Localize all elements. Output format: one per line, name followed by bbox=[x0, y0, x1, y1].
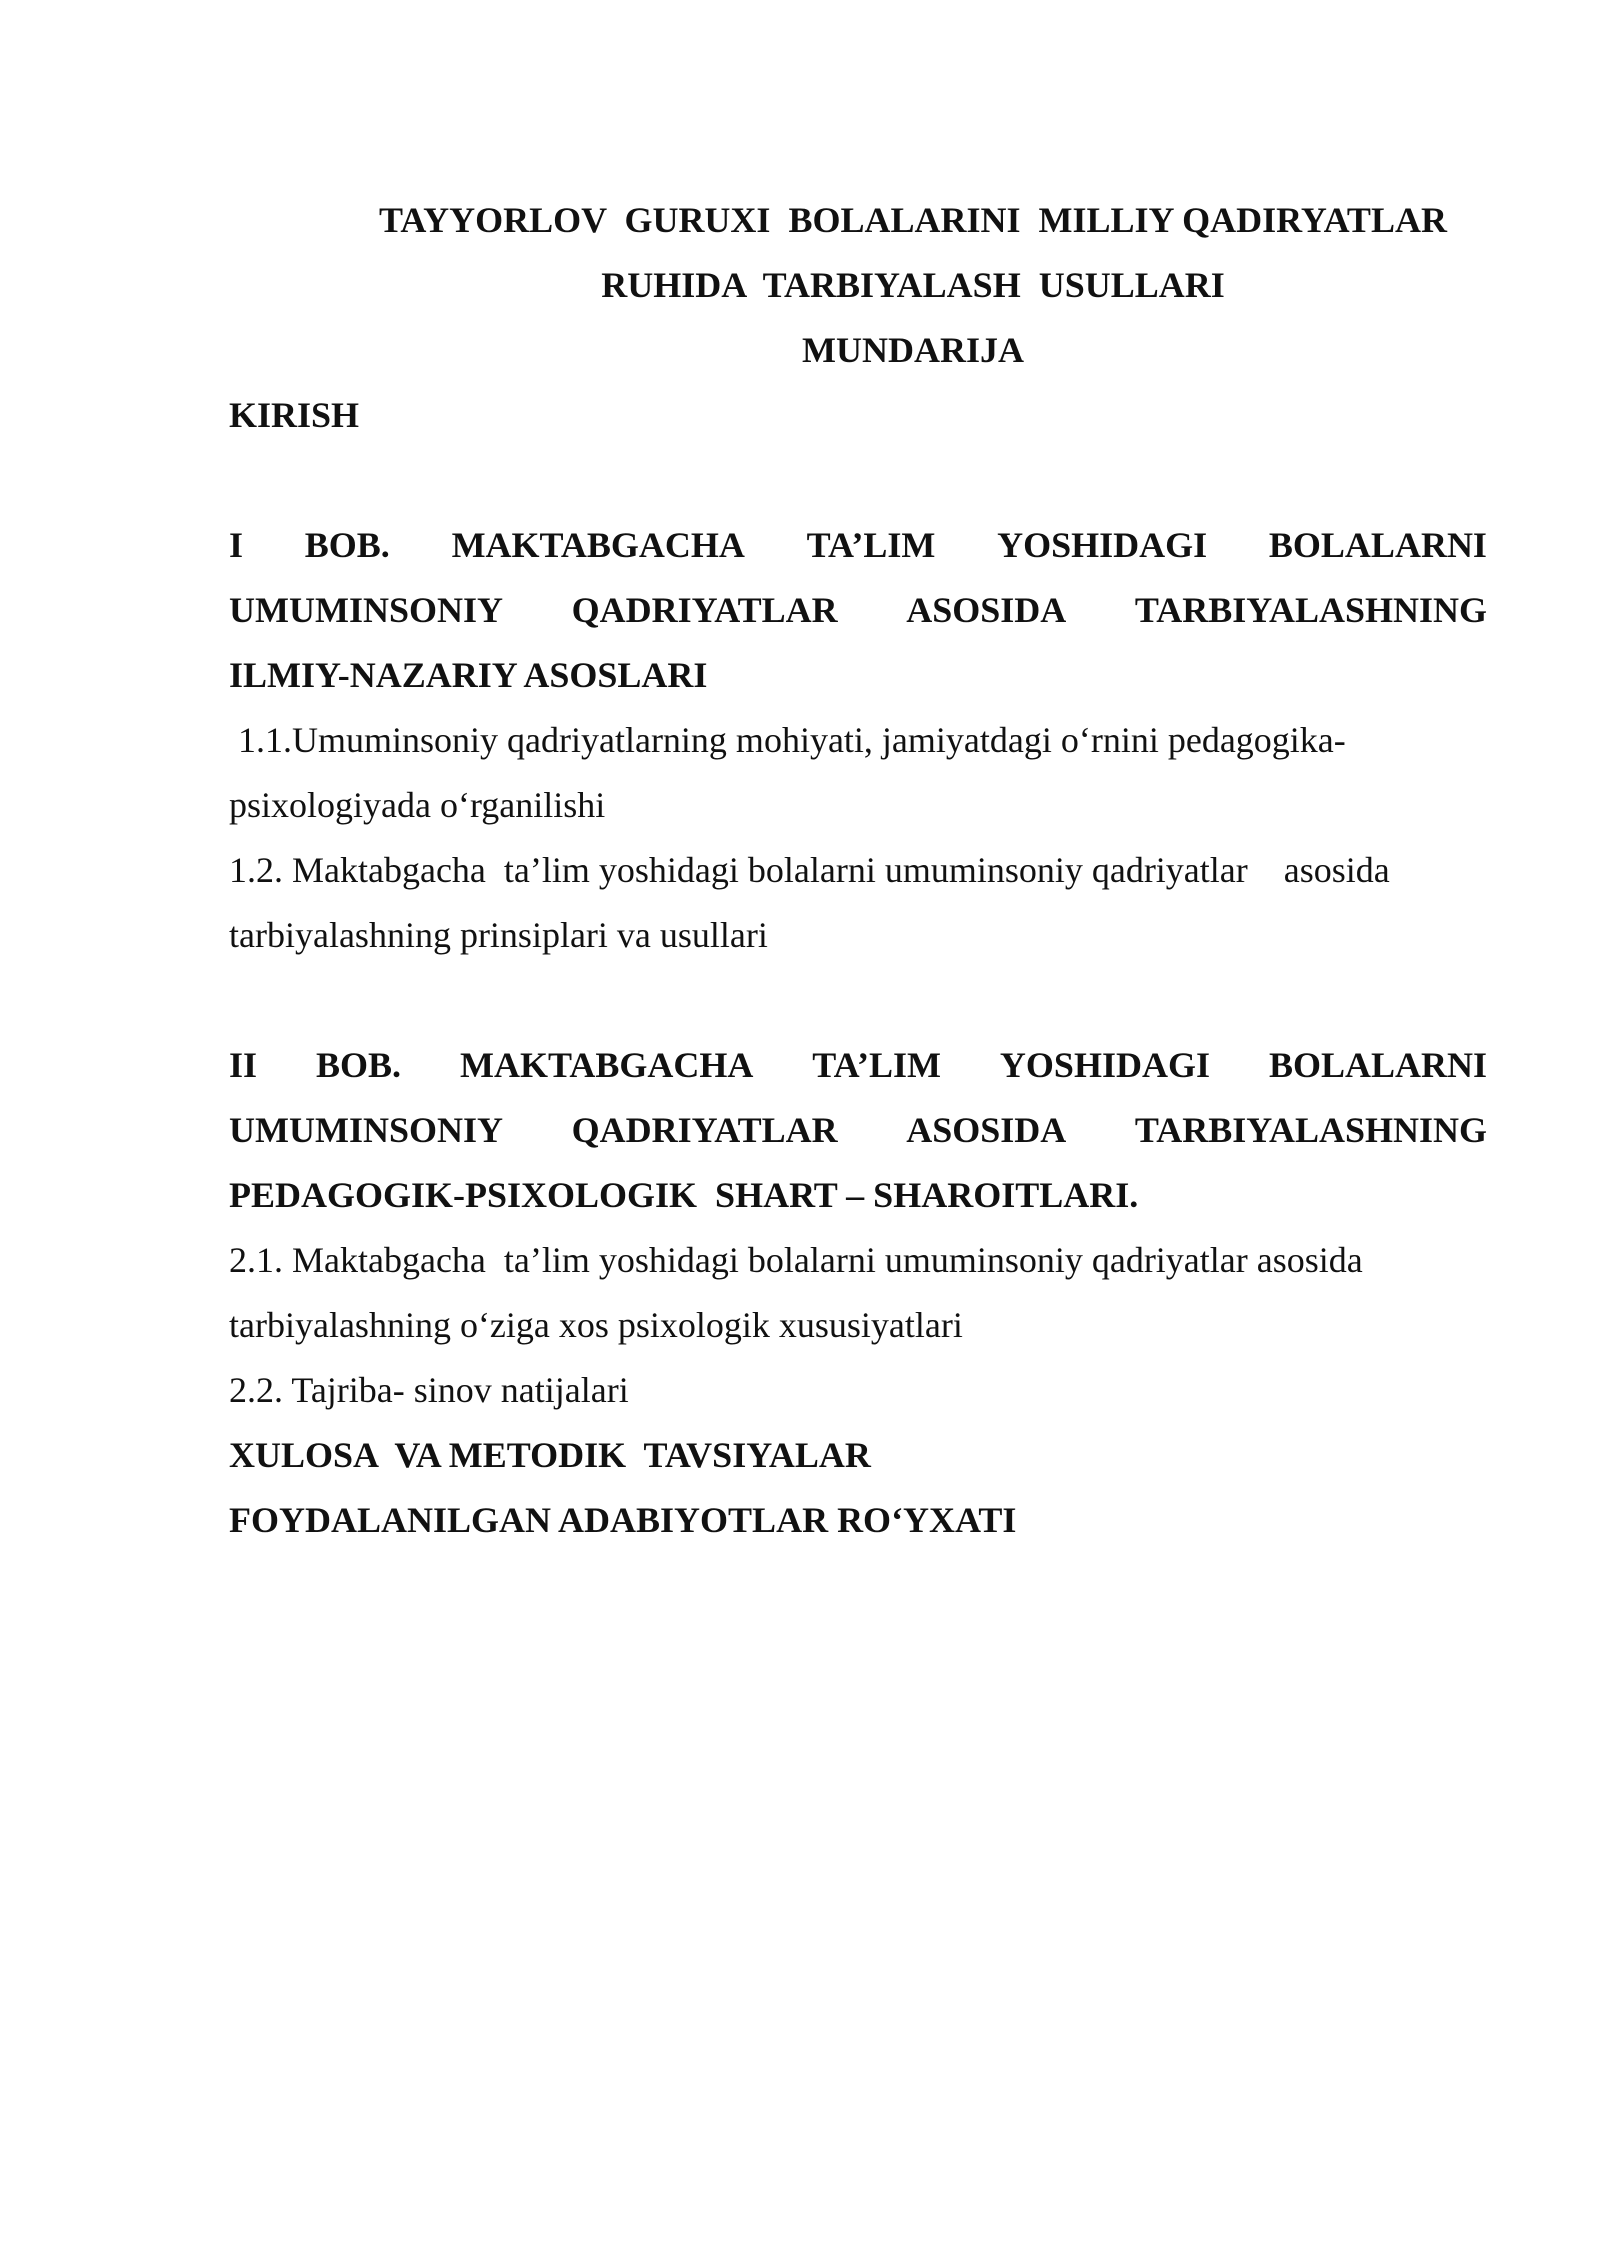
toc-section-2-1 bbox=[229, 1228, 1487, 1358]
toc-chapter-1 bbox=[229, 513, 1487, 708]
toc-introduction: KIRISH bbox=[229, 395, 360, 435]
section-1-2-line-2: tarbiyalashning prinsiplari va usullari bbox=[229, 915, 768, 955]
document-title-line-2: RUHIDA TARBIYALASH USULLARI bbox=[601, 265, 1225, 305]
toc-section-1-1 bbox=[229, 708, 1487, 838]
spacer bbox=[229, 448, 1487, 513]
chapter-2-word: QADRIYATLAR bbox=[571, 1110, 838, 1150]
chapter-1-word: YOSHIDAGI bbox=[997, 525, 1208, 565]
chapter-1-word: BOLALARNI bbox=[1268, 525, 1487, 565]
document-title-line-1: TAYYORLOV GURUXI BOLALARINI MILLIY QADIRYATLAR bbox=[379, 200, 1447, 240]
toc-chapter-2 bbox=[229, 1033, 1487, 1228]
chapter-2-word: YOSHIDAGI bbox=[999, 1045, 1210, 1085]
chapter-1-word: I bbox=[229, 525, 244, 565]
toc-section-1-2 bbox=[229, 838, 1487, 968]
chapter-1-word: TARBIYALASHNING bbox=[1134, 590, 1487, 630]
section-2-1-line-2: tarbiyalashning o‘ziga xos psixologik xususiyatlari bbox=[229, 1305, 963, 1345]
document-content bbox=[229, 188, 1487, 1553]
contents-heading: MUNDARIJA bbox=[802, 330, 1024, 370]
section-2-2-line: 2.2. Tajriba- sinov natijalari bbox=[229, 1370, 629, 1410]
chapter-1-word: TA’LIM bbox=[806, 525, 936, 565]
spacer bbox=[229, 968, 1487, 1033]
chapter-1-heading-line-1 bbox=[229, 513, 1487, 578]
chapter-2-word: TA’LIM bbox=[812, 1045, 941, 1085]
chapter-1-word: BOB. bbox=[304, 525, 390, 565]
chapter-2-word: MAKTABGACHA bbox=[460, 1045, 754, 1085]
chapter-2-word: TARBIYALASHNING bbox=[1134, 1110, 1487, 1150]
chapter-2-word: ASOSIDA bbox=[906, 1110, 1067, 1150]
chapter-1-word: QADRIYATLAR bbox=[571, 590, 838, 630]
section-1-1-line-1: 1.1.Umuminsoniy qadriyatlarning mohiyati, jamiyatdagi o‘rnini pedagogika- bbox=[229, 720, 1346, 760]
toc-conclusion: XULOSA VA METODIK TAVSIYALAR bbox=[229, 1435, 871, 1475]
section-1-1-line-2: psixologiyada o‘rganilishi bbox=[229, 785, 606, 825]
chapter-2-word: BOB. bbox=[316, 1045, 402, 1085]
section-2-1-line-1: 2.1. Maktabgacha ta’lim yoshidagi bolalarni umuminsoniy qadriyatlar asosida bbox=[229, 1240, 1363, 1280]
chapter-1-word: MAKTABGACHA bbox=[451, 525, 745, 565]
chapter-1-word: UMUMINSONIY bbox=[229, 590, 503, 630]
chapter-2-word: BOLALARNI bbox=[1268, 1045, 1487, 1085]
chapter-1-heading-line-2 bbox=[229, 578, 1487, 643]
section-1-2-line-1: 1.2. Maktabgacha ta’lim yoshidagi bolalarni umuminsoniy qadriyatlar asosida bbox=[229, 850, 1390, 890]
toc-section-2-2 bbox=[229, 1358, 1487, 1423]
chapter-1-word: ASOSIDA bbox=[906, 590, 1067, 630]
chapter-2-heading-line-1 bbox=[229, 1033, 1487, 1098]
chapter-1-heading-line-3: ILMIY-NAZARIY ASOSLARI bbox=[229, 655, 708, 695]
toc-references: FOYDALANILGAN ADABIYOTLAR RO‘YXATI bbox=[229, 1500, 1017, 1540]
chapter-2-word: UMUMINSONIY bbox=[229, 1110, 503, 1150]
chapter-2-word: II bbox=[229, 1045, 258, 1085]
chapter-2-heading-line-3: PEDAGOGIK-PSIXOLOGIK SHART – SHAROITLARI. bbox=[229, 1175, 1139, 1215]
chapter-2-heading-line-2 bbox=[229, 1098, 1487, 1163]
